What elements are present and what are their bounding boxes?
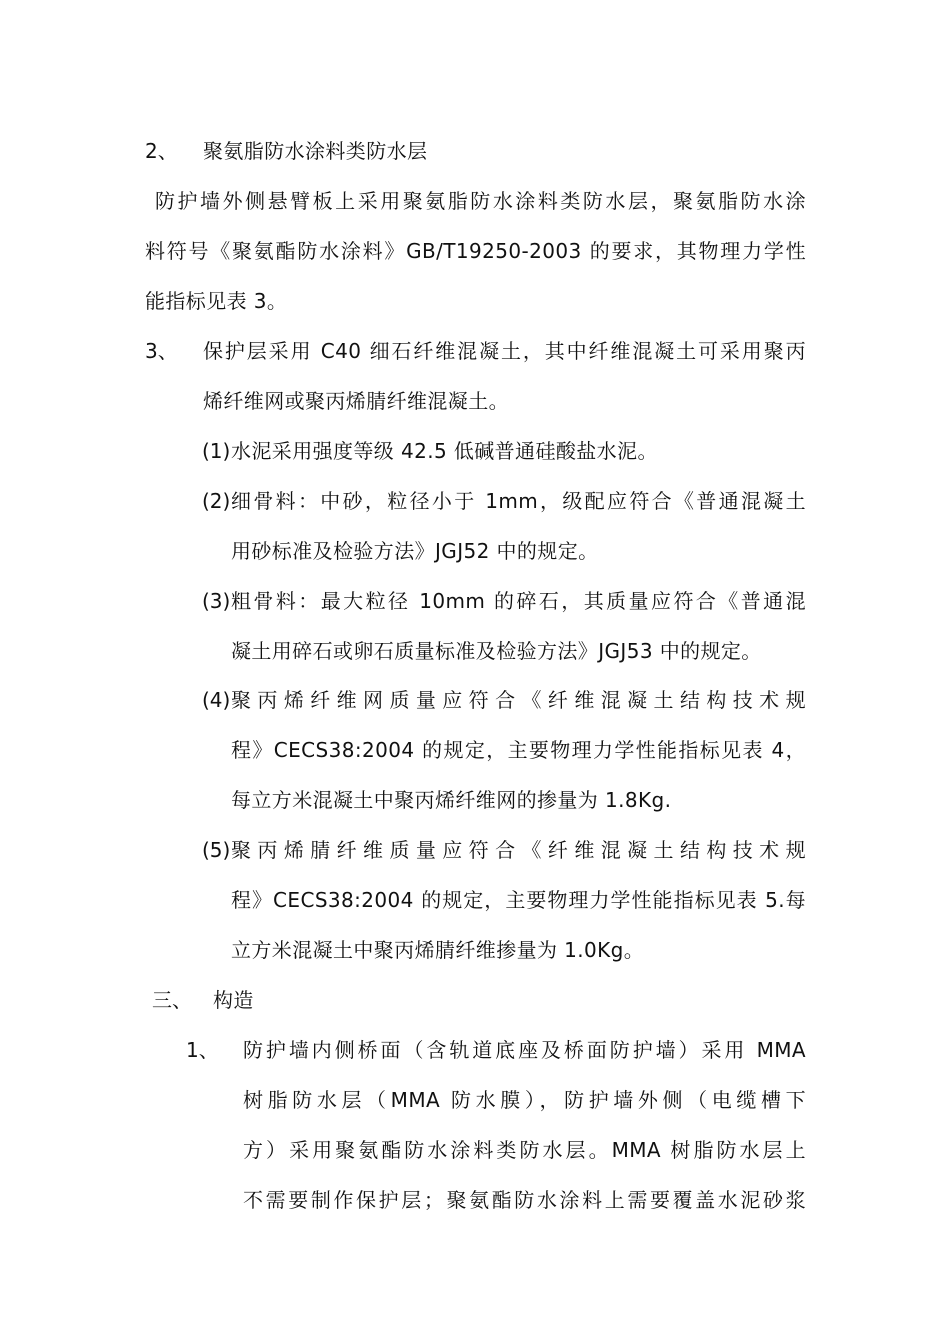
subitem-5-label: (5)	[202, 838, 231, 862]
item-2-paragraph-line-3: 能指标见表 3。	[145, 289, 288, 313]
item-2-heading: 聚氨脂防水涂料类防水层	[203, 139, 428, 163]
section-3-heading: 构造	[213, 988, 254, 1012]
construct-1-line-1: 防护墙内侧桥面（含轨道底座及桥面防护墙）采用 MMA	[243, 1038, 806, 1062]
item-2-paragraph-line-2: 料符号《聚氨酯防水涂料》GB/T19250-2003 的要求，其物理力学性	[145, 239, 806, 263]
subitem-3-label: (3)	[202, 589, 231, 613]
item-2-number: 2、	[145, 139, 178, 163]
subitem-2-line-2: 用砂标准及检验方法》JGJ52 中的规定。	[231, 539, 599, 563]
subitem-4-label: (4)	[202, 688, 231, 712]
subitem-1-label: (1)	[202, 439, 231, 463]
subitem-4-line-3: 每立方米混凝土中聚丙烯纤维网的掺量为 1.8Kg.	[231, 788, 672, 812]
construct-1-number: 1、	[186, 1038, 219, 1062]
construct-1-line-4: 不需要制作保护层；聚氨酯防水涂料上需要覆盖水泥砂浆	[243, 1188, 806, 1212]
item-2-paragraph-line-1: 防护墙外侧悬臂板上采用聚氨脂防水涂料类防水层，聚氨脂防水涂	[155, 189, 806, 213]
item-3-line-2: 烯纤维网或聚丙烯腈纤维混凝土。	[203, 389, 509, 413]
subitem-5-line-1: 聚丙烯腈纤维质量应符合《纤维混凝土结构技术规	[231, 838, 806, 862]
subitem-4-line-2: 程》CECS38:2004 的规定，主要物理力学性能指标见表 4，	[231, 738, 806, 762]
subitem-4-line-1: 聚丙烯纤维网质量应符合《纤维混凝土结构技术规	[231, 688, 806, 712]
section-3-number: 三、	[152, 988, 192, 1012]
subitem-5-line-2: 程》CECS38:2004 的规定，主要物理力学性能指标见表 5.每	[231, 888, 806, 912]
construct-1-line-3: 方）采用聚氨酯防水涂料类防水层。MMA 树脂防水层上	[243, 1138, 806, 1162]
subitem-3-line-2: 凝土用碎石或卵石质量标准及检验方法》JGJ53 中的规定。	[231, 639, 762, 663]
construct-1-line-2: 树脂防水层（MMA 防水膜），防护墙外侧（电缆槽下	[243, 1088, 806, 1112]
item-3-line-1: 保护层采用 C40 细石纤维混凝土，其中纤维混凝土可采用聚丙	[203, 339, 806, 363]
item-3-number: 3、	[145, 339, 178, 363]
subitem-5-line-3: 立方米混凝土中聚丙烯腈纤维掺量为 1.0Kg。	[231, 938, 645, 962]
subitem-2-line-1: 细骨料：中砂，粒径小于 1mm，级配应符合《普通混凝土	[231, 489, 806, 513]
subitem-3-line-1: 粗骨料：最大粒径 10mm 的碎石，其质量应符合《普通混	[231, 589, 806, 613]
subitem-2-label: (2)	[202, 489, 231, 513]
subitem-1-line-1: 水泥采用强度等级 42.5 低碱普通硅酸盐水泥。	[231, 439, 658, 463]
